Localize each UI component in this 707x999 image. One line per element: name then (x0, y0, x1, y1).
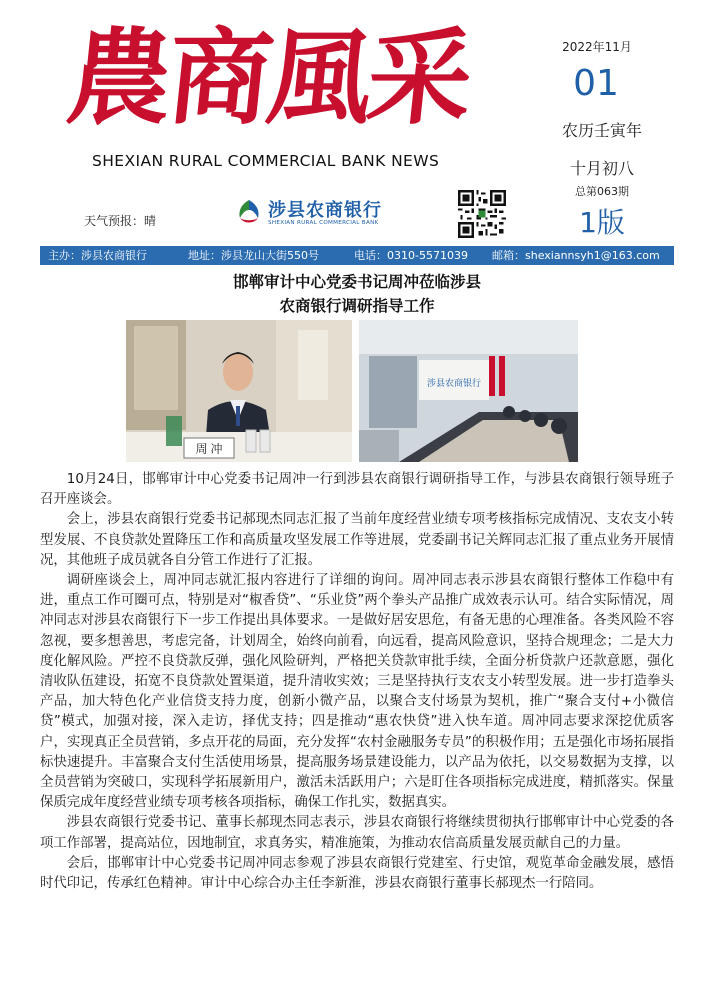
article-headline (40, 270, 674, 318)
article-paragraph: 会上，涉县农商银行党委书记郝现杰同志汇报了当前年度经营业绩专项考核指标完成情况、支农支小转型发展、不良贷款处置降压工作和高质量攻坚发展工作等进展，党委副书记关辉同志汇报了重点业务开展情况，其他班子成员就各自分管工作进行了汇报。 (40, 512, 674, 568)
qr-code-icon (458, 190, 506, 238)
date-box (548, 38, 656, 241)
photo-meeting (359, 320, 578, 462)
weather-forecast: 天气预报：晴 (84, 214, 157, 228)
article-paragraph: 会后，邯郸审计中心党委书记周冲同志参观了涉县农商银行党建室、行史馆，观览革命金融发展，感悟时代印记，传承红色精神。审计中心综合办主任李新淮，涉县农商银行董事长郝现杰一行陪同。 (40, 855, 674, 892)
masthead (0, 0, 707, 246)
address-text: 地址：涉县龙山大街550号 (188, 249, 319, 262)
article-body (40, 470, 674, 894)
article-paragraph: 调研座谈会上，周冲同志就汇报内容进行了详细的询问。周冲同志表示涉县农商银行整体工作稳中有进，重点工作可圈可点，特别是对“椒香贷”、“乐业贷”两个拳头产品推广成效表示认可。结合实际情况，周冲同志对涉县农商银行下一步工作提出具体要求。一是做好居安思危，有备无患的心理准备。各类风险不容忽视，要多想善思，考虑完备，计划周全，始终向前看，向远看，提高风险意识，坚持合规理念；二是大力度化解风险。严控不良贷款反弹，强化风险研判，严格把关贷款审批手续，全面分析贷款户还款意愿，强化清收队伍建设，拓宽不良贷款处置渠道，提升清收实效；三是坚持执行支农支小转型发展。进一步打造拳头产品，加大特色化产业信贷支持力度，创新小微产品，以聚合支付场景为契机，推广“聚合支付+小微信贷”模式，加强对接，深入走访，择优支持；四是推动“惠农快贷”进入快车道。周冲同志要求深挖优质客户，实现真正全员营销，多点开花的局面，充分发挥“农村金融服务专员”的积极作用；五是强化市场拓展指标快速提升。丰富聚合支付生活使用场景，提高服务场景建设能力，以产品为依托，以交易数据为支撑，以全员营销为突破口，实现科学拓展新用户，激活未活跃用户；六是盯住各项指标完成进度，精抓落实。保量保质完成年度经营业绩专项考核各项指标，确保工作扎实，数据真实。 (40, 573, 674, 811)
bank-logo-icon (234, 198, 264, 226)
issue-number: 总第063期 (575, 185, 629, 198)
meeting-sign-text: 涉县农商银行 (426, 378, 482, 388)
edition-number: 1版 (579, 206, 625, 239)
headline-line-1: 邯郸审计中心党委书记周冲莅临涉县 (232, 273, 481, 291)
issue-day: 01 (573, 63, 619, 104)
article-paragraph: 10月24日，邯郸审计中心党委书记周冲一行到涉县农商银行调研指导工作，与涉县农商银行领导班子召开座谈会。 (40, 472, 674, 508)
name-plate-text: 周 冲 (195, 442, 223, 456)
sponsor-text: 主办：涉县农商银行 (48, 249, 147, 262)
lunar-day: 十月初八 (569, 159, 634, 178)
phone-text: 电话：0310-5571039 (354, 249, 468, 262)
bank-name-cn: 涉县农商银行 (268, 200, 382, 221)
bank-logo (234, 196, 414, 232)
meeting-photo-image (359, 320, 578, 462)
headline-line-2: 农商银行调研指导工作 (279, 297, 435, 315)
article-paragraph: 涉县农商银行党委书记、董事长郝现杰同志表示，涉县农商银行将继续贯彻执行邯郸审计中心党委的各项工作部署，提高站位，因地制宜，求真务实，精准施策，为推动农信高质量发展贡献自己的力量。 (40, 815, 674, 851)
masthead-title: 農商風采 (61, 16, 475, 139)
photo-speaker (126, 320, 352, 462)
lunar-year: 农历壬寅年 (561, 121, 642, 140)
bank-name-en: SHEXIAN RURAL COMMERCIAL BANK (268, 220, 379, 226)
masthead-subtitle: SHEXIAN RURAL COMMERCIAL BANK NEWS (92, 152, 440, 170)
info-bar (40, 246, 674, 265)
speaker-photo-image (126, 320, 352, 462)
issue-year-month: 2022年11月 (562, 40, 632, 54)
email-text: 邮箱：shexiannsyh1@163.com (492, 249, 660, 262)
